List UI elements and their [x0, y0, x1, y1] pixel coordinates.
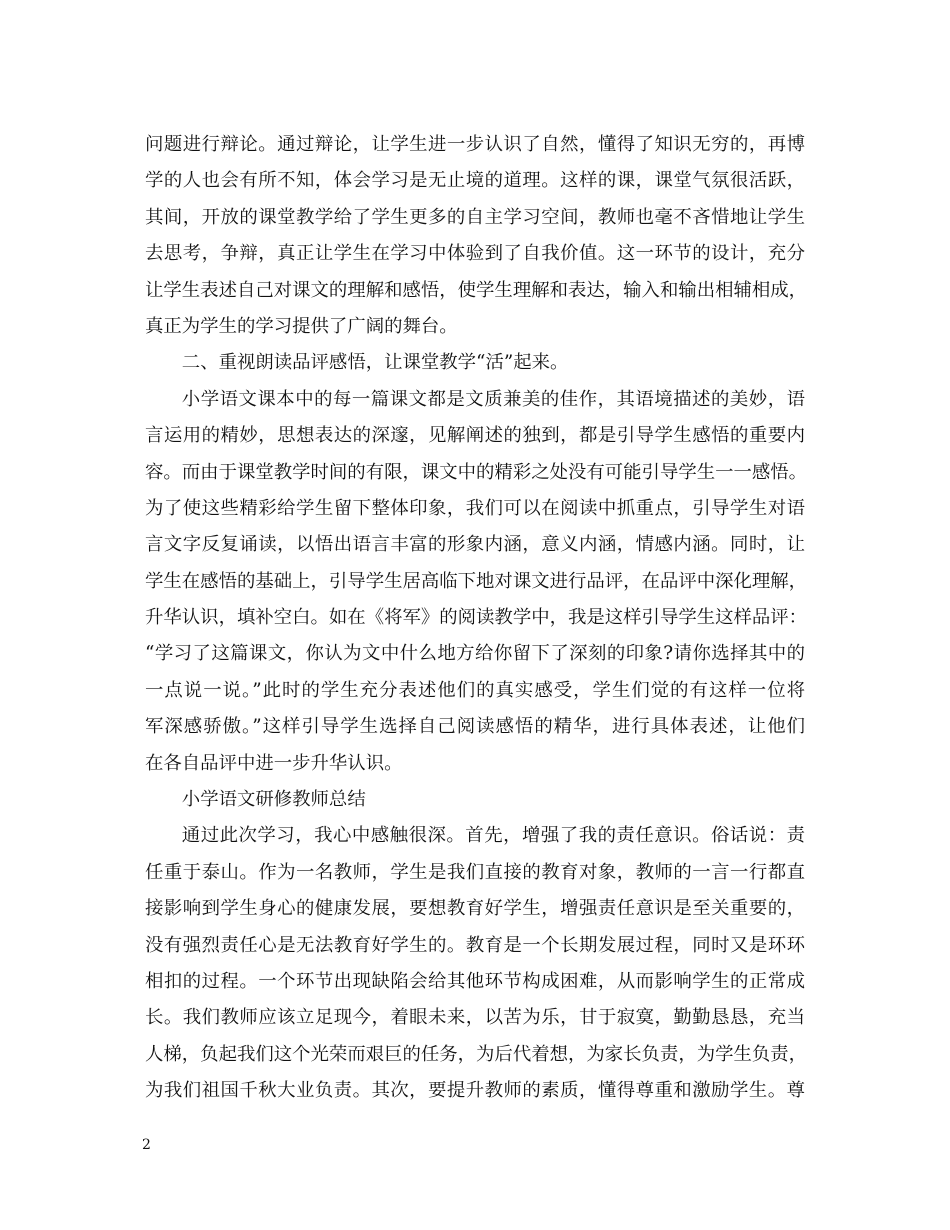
text-line: 言文字反复诵读，以悟出语言丰富的形象内涵，意义内涵，情感内涵。同时，让 [145, 534, 805, 556]
page-number: 2 [142, 1137, 151, 1153]
text-line: 为了使这些精彩给学生留下整体印象，我们可以在阅读中抓重点，引导学生对语 [145, 497, 805, 519]
text-line: 升华认识，填补空白。如在《将军》的阅读教学中，我是这样引导学生这样品评： [145, 607, 808, 629]
text-line: 让学生表述自己对课文的理解和感悟，使学生理解和表达，输入和输出相辅相成， [145, 279, 808, 301]
text-line: 任重于泰山。作为一名教师，学生是我们直接的教育对象，教师的一言一行都直 [145, 861, 805, 883]
text-line: 相扣的过程。一个环节出现缺陷会给其他环节构成困难，从而影响学生的正常成 [145, 970, 805, 992]
text-line: 言运用的精妙，思想表达的深邃，见解阐述的独到，都是引导学生感悟的重要内 [145, 425, 805, 447]
text-line: 其间，开放的课堂教学给了学生更多的自主学习空间，教师也毫不吝惜地让学生 [145, 206, 805, 228]
text-line: 学的人也会有所不知，体会学习是无止境的道理。这样的课，课堂气氛很活跃， [145, 170, 805, 192]
text-line: 人梯，负起我们这个光荣而艰巨的任务，为后代着想，为家长负责，为学生负责， [145, 1043, 808, 1065]
text-line: 军深感骄傲。”这样引导学生选择自己阅读感悟的精华，进行具体表述，让他们 [145, 716, 805, 738]
text-line: 没有强烈责任心是无法教育好学生的。教育是一个长期发展过程，同时又是环环 [145, 934, 805, 956]
text-line: 接影响到学生身心的健康发展，要想教育好学生，增强责任意识是至关重要的， [145, 898, 805, 920]
text-line: 去思考，争辩，真正让学生在学习中体验到了自我价值。这一环节的设计，充分 [145, 243, 805, 265]
text-line: 在各自品评中进一步升华认识。 [145, 752, 403, 774]
text-line: 小学语文课本中的每一篇课文都是文质兼美的佳作，其语境描述的美妙，语 [181, 388, 805, 410]
text-line: 一点说一说。”此时的学生充分表述他们的真实感受，学生们觉的有这样一位将 [145, 679, 805, 701]
text-line: 长。我们教师应该立足现今，着眼未来，以苦为乐，甘于寂寞，勤勤恳恳，充当 [145, 1007, 805, 1029]
text-line: 二、重视朗读品评感悟，让课堂教学“活”起来。 [181, 352, 569, 374]
text-line: 容。而由于课堂教学时间的有限，课文中的精彩之处没有可能引导学生一一感悟。 [145, 461, 808, 483]
text-line: “学习了这篇课文，你认为文中什么地方给你留下了深刻的印象?请你选择其中的 [145, 643, 805, 665]
text-line: 通过此次学习，我心中感触很深。首先，增强了我的责任意识。俗话说：责 [181, 825, 805, 847]
body-text [145, 127, 808, 1110]
text-line: 学生在感悟的基础上，引导学生居高临下地对课文进行品评，在品评中深化理解， [145, 570, 808, 592]
text-line: 小学语文研修教师总结 [181, 789, 366, 811]
text-line: 为我们祖国千秋大业负责。其次，要提升教师的素质，懂得尊重和激励学生。尊 [145, 1080, 805, 1102]
text-line: 真正为学生的学习提供了广阔的舞台。 [145, 315, 458, 337]
text-line: 问题进行辩论。通过辩论，让学生进一步认识了自然，懂得了知识无穷的，再博 [145, 134, 805, 155]
